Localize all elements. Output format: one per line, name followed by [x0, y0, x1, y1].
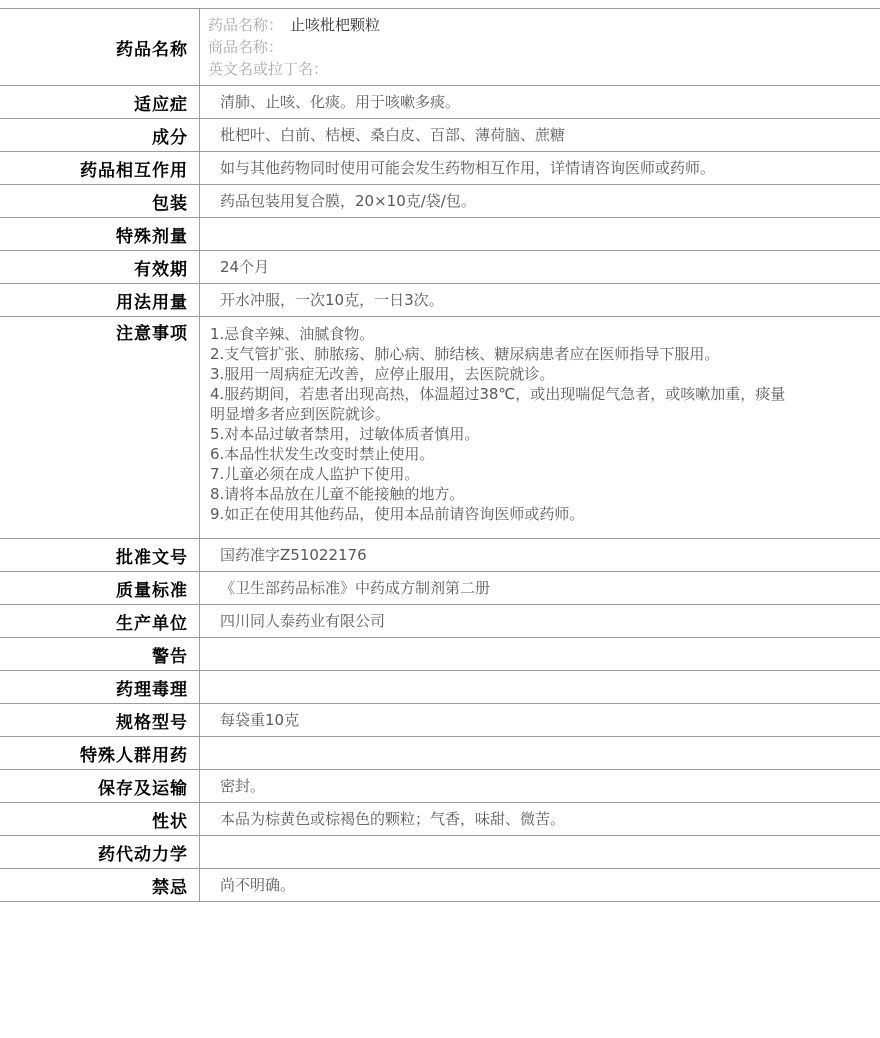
row-label-pharmacology-toxicology: 药理毒理: [0, 671, 200, 703]
precaution-line: 3.服用一周病症无改善，应停止服用，去医院就诊。: [210, 365, 555, 383]
row-value-approval-number: 国药准字Z51022176: [220, 546, 367, 564]
table-row-approval-number: [0, 539, 880, 572]
row-label-contraindications: 禁忌: [0, 869, 200, 901]
precaution-line: 6.本品性状发生改变时禁止使用。: [210, 445, 435, 463]
precaution-line: 9.如正在使用其他药品，使用本品前请咨询医师或药师。: [210, 505, 585, 523]
table-row-drug-name: [0, 9, 880, 86]
table-row-drug-interactions: [0, 152, 880, 185]
drug-name-line: [208, 14, 380, 36]
row-value-contraindications: 尚不明确。: [220, 876, 296, 894]
row-label-precautions: 注意事项: [0, 317, 200, 538]
row-label-pharmacokinetics: 药代动力学: [0, 836, 200, 868]
table-row-indications: [0, 86, 880, 119]
row-value-special-populations: [200, 737, 880, 769]
precaution-line: 4.服药期间，若患者出现高热，体温超过38℃，或出现喘促气急者，或咳嗽加重，痰量: [210, 385, 786, 403]
row-value-storage-transport: 密封。: [220, 777, 266, 795]
precaution-line: 2.支气管扩张、肺脓疡、肺心病、肺结核、糖尿病患者应在医师指导下服用。: [210, 345, 720, 363]
table-row-pharmacology-toxicology: [0, 671, 880, 704]
row-label-special-dosage: 特殊剂量: [0, 218, 200, 250]
row-label-drug-interactions: 药品相互作用: [0, 152, 200, 184]
table-row-special-dosage: [0, 218, 880, 251]
table-row-quality-standard: [0, 572, 880, 605]
drug-name-value: 止咳枇杷颗粒: [290, 16, 381, 34]
english-name-caption: 英文名或拉丁名：: [208, 60, 329, 78]
precaution-line: 明显增多者应到医院就诊。: [210, 405, 391, 423]
table-row-pharmacokinetics: [0, 836, 880, 869]
row-label-indications: 适应症: [0, 86, 200, 118]
table-row-dosage-usage: [0, 284, 880, 317]
row-value-warning: [200, 638, 880, 670]
english-name-line: [208, 58, 335, 80]
row-label-approval-number: 批准文号: [0, 539, 200, 571]
row-value-quality-standard: 《卫生部药品标准》中药成方制剂第二册: [220, 579, 491, 597]
row-value-drug-interactions: 如与其他药物同时使用可能会发生药物相互作用，详情请咨询医师或药师。: [220, 159, 716, 177]
table-row-warning: [0, 638, 880, 671]
row-value-shelf-life: 24个月: [220, 258, 270, 276]
row-label-drug-name: 药品名称: [0, 9, 200, 85]
table-row-ingredients: [0, 119, 880, 152]
table-row-manufacturer: [0, 605, 880, 638]
table-row-special-populations: [0, 737, 880, 770]
trade-name-caption: 商品名称：: [208, 38, 284, 56]
row-value-special-dosage: [200, 218, 880, 250]
row-value-dosage-usage: 开水冲服，一次10克，一日3次。: [220, 291, 444, 309]
table-row-contraindications: [0, 869, 880, 902]
table-row-description: [0, 803, 880, 836]
row-value-precautions: [200, 317, 880, 538]
table-row-specification: [0, 704, 880, 737]
table-row-precautions: [0, 317, 880, 539]
row-value-pharmacokinetics: [200, 836, 880, 868]
table-row-storage-transport: [0, 770, 880, 803]
precaution-line: 7.儿童必须在成人监护下使用。: [210, 465, 420, 483]
row-label-special-populations: 特殊人群用药: [0, 737, 200, 769]
row-label-manufacturer: 生产单位: [0, 605, 200, 637]
row-label-dosage-usage: 用法用量: [0, 284, 200, 316]
row-label-quality-standard: 质量标准: [0, 572, 200, 604]
row-value-specification: 每袋重10克: [220, 711, 300, 729]
drug-info-table: [0, 8, 880, 902]
drug-name-caption: 药品名称：: [208, 16, 284, 34]
row-value-packaging: 药品包装用复合膜，20×10克/袋/包。: [220, 192, 476, 210]
row-label-warning: 警告: [0, 638, 200, 670]
row-label-specification: 规格型号: [0, 704, 200, 736]
precaution-line: 8.请将本品放在儿童不能接触的地方。: [210, 485, 465, 503]
row-label-storage-transport: 保存及运输: [0, 770, 200, 802]
row-value-manufacturer: 四川同人泰药业有限公司: [220, 612, 386, 630]
row-label-shelf-life: 有效期: [0, 251, 200, 283]
trade-name-line: [208, 36, 290, 58]
row-value-drug-name: [200, 9, 880, 85]
precaution-line: 5.对本品过敏者禁用，过敏体质者慎用。: [210, 425, 480, 443]
row-value-ingredients: 枇杷叶、白前、桔梗、桑白皮、百部、薄荷脑、蔗糖: [220, 126, 566, 144]
row-value-indications: 清肺、止咳、化痰。用于咳嗽多痰。: [220, 93, 461, 111]
row-label-description: 性状: [0, 803, 200, 835]
table-row-shelf-life: [0, 251, 880, 284]
row-label-packaging: 包装: [0, 185, 200, 217]
row-label-ingredients: 成分: [0, 119, 200, 151]
row-value-description: 本品为棕黄色或棕褐色的颗粒；气香，味甜、微苦。: [220, 810, 566, 828]
precaution-line: 1.忌食辛辣、油腻食物。: [210, 325, 375, 343]
row-value-pharmacology-toxicology: [200, 671, 880, 703]
table-row-packaging: [0, 185, 880, 218]
